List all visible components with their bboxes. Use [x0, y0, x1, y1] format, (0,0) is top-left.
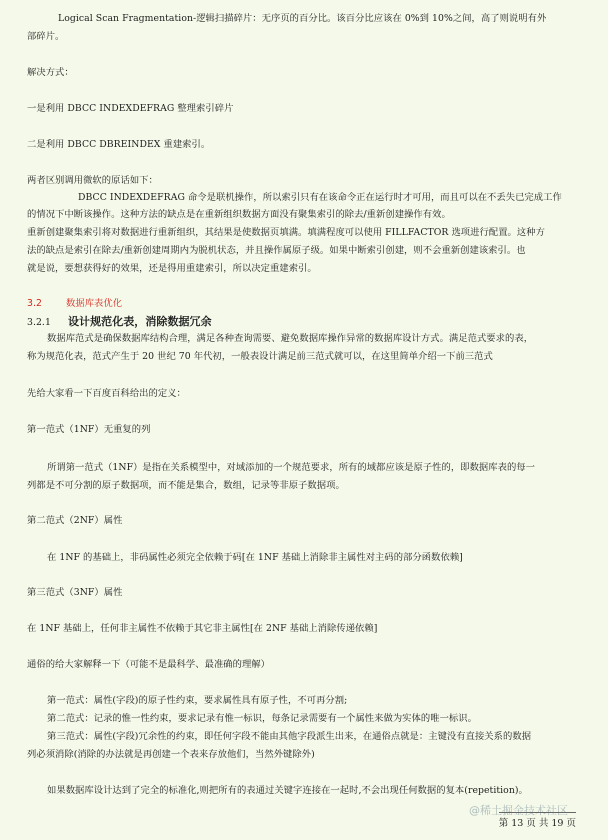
- paragraph-line: 二是利用 DBCC DBREINDEX 重建索引。: [27, 139, 211, 150]
- paragraph-line: 先给大家看一下百度百科给出的定义：: [27, 388, 186, 399]
- section-title: 数据库表优化: [66, 298, 123, 309]
- paragraph-line: 两者区别调用微软的原话如下：: [27, 175, 158, 186]
- subsection-number: 3.2.1: [27, 317, 51, 328]
- paragraph-line: 在 1NF 的基础上，非码属性必须完全依赖于码[在 1NF 基础上消除非主属性对主码的部分函数依赖]: [47, 552, 463, 563]
- subsection-title: 设计规范化表，消除数据冗余: [68, 315, 212, 328]
- paragraph-line: Logical Scan Fragmentation-逻辑扫描碎片：无序页的百分比。该百分比应该在 0%到 10%之间，高了则说明有外: [58, 13, 547, 24]
- paragraph-line: 就是说，要想获得好的效果，还是得用重建索引，所以决定重建索引。: [27, 263, 317, 274]
- paragraph-line: 部碎片。: [27, 31, 65, 42]
- paragraph-line: 称为规范化表，范式产生于 20 世纪 70 年代初，一般表设计满足前三范式就可以，在这里简单介绍一下前三范式: [27, 351, 493, 362]
- paragraph-line: 解决方式：: [27, 67, 74, 78]
- paragraph-line: 第一范式（1NF）无重复的列: [27, 424, 151, 435]
- paragraph-line: 第二范式（2NF）属性: [27, 515, 123, 526]
- paragraph-line: 第二范式：记录的惟一性约束，要求记录有惟一标识，每条记录需要有一个属性来做为实体的唯一标识。: [47, 713, 477, 724]
- section-number: 3.2: [27, 298, 42, 309]
- paragraph-line: 数据库范式是确保数据库结构合理，满足各种查询需要、避免数据库操作异常的数据库设计方式。满足范式要求的表，: [47, 333, 534, 344]
- paragraph-line: 第一范式：属性(字段)的原子性约束，要求属性具有原子性，不可再分割;: [47, 695, 348, 706]
- paragraph-line: 所谓第一范式（1NF）是指在关系模型中，对域添加的一个规范要求，所有的域都应该是原子性的，即数据库表的每一: [47, 462, 535, 473]
- paragraph-line: 列都是不可分割的原子数据项，而不能是集合，数组，记录等非原子数据项。: [27, 480, 345, 491]
- paragraph-line: 第三范式（3NF）属性: [27, 587, 123, 598]
- paragraph-line: 通俗的给大家解释一下（可能不是最科学、最准确的理解）: [27, 659, 271, 670]
- page-footer: 第 13 页 共 19 页: [499, 812, 576, 829]
- paragraph-line: DBCC INDEXDEFRAG 命令是联机操作，所以索引只有在该命令正在运行时才可用，而且可以在不丢失已完成工作: [78, 192, 562, 203]
- paragraph-line: 法的缺点是索引在除去/重新创建周期内为脱机状态，并且操作属原子级。如果中断索引创建，则不会重新创建该索引。也: [27, 245, 526, 256]
- watermark: @稀土掘金技术社区: [469, 804, 568, 817]
- paragraph-line: 列必须消除(消除的办法就是再创建一个表来存放他们，当然外键除外): [27, 749, 315, 760]
- paragraph-line: 第三范式：属性(字段)冗余性的约束，即任何字段不能由其他字段派生出来，在通俗点就是：主键没有直接关系的数据: [47, 731, 532, 742]
- paragraph-line: 一是利用 DBCC INDEXDEFRAG 整理索引碎片: [27, 103, 234, 114]
- paragraph-line: 的情况下中断该操作。这种方法的缺点是在重新组织数据方面没有聚集索引的除去/重新创建操作有效。: [27, 209, 451, 220]
- paragraph-line: 在 1NF 基础上，任何非主属性不依赖于其它非主属性[在 2NF 基础上消除传递依赖]: [27, 623, 378, 634]
- paragraph-line: 重新创建聚集索引将对数据进行重新组织，其结果是使数据页填满。填满程度可以使用 FILLFACTOR 选项进行配置。这种方: [27, 227, 545, 238]
- paragraph-line: 如果数据库设计达到了完全的标准化,则把所有的表通过关键字连接在一起时,不会出现任何数据的复本(repetition)。: [47, 785, 528, 796]
